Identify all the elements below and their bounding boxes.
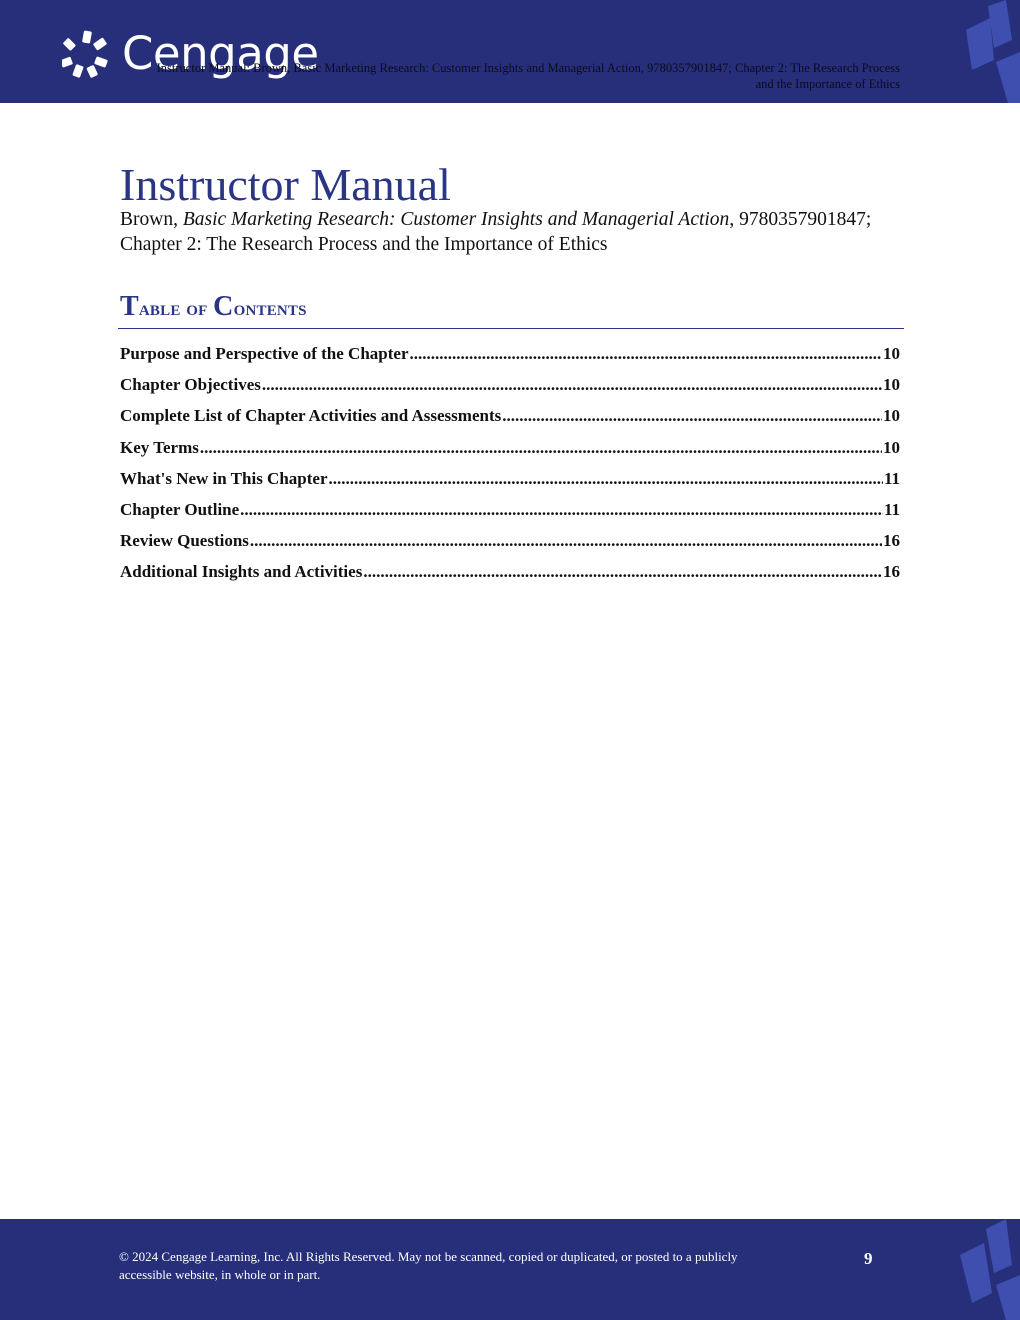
page-number: 9 <box>864 1249 873 1268</box>
toc-divider <box>118 328 904 329</box>
running-head: Instructor Manual: Brown, Basic Marketing Research: Customer Insights and Managerial Action, 9780357901847; Chapter 2: The Research Process and the Importance of Ethics <box>156 61 900 91</box>
chapter-title: Chapter 2: The Research Process and the Importance of Ethics <box>120 233 608 255</box>
decorative-shape-icon <box>960 0 1020 103</box>
author-name: Brown, <box>120 209 183 230</box>
toc-item-review-questions[interactable]: Review Questions ..... 16 <box>120 527 900 558</box>
toc-item-additional-insights[interactable]: Additional Insights and Activities ..... 16 <box>120 558 900 589</box>
document-title: Instructor Manual <box>120 159 451 210</box>
toc-list <box>120 340 900 590</box>
toc-item-whats-new[interactable]: What's New in This Chapter ..... 11 <box>120 465 900 496</box>
toc-item-key-terms[interactable]: Key Terms ..... 10 <box>120 434 900 465</box>
toc-heading: Table of Contents <box>120 291 307 322</box>
book-title: Basic Marketing Research: Customer Insights and Managerial Action <box>182 209 730 230</box>
copyright-notice: © 2024 Cengage Learning, Inc. All Rights Reserved. May not be scanned, copied or duplicated, or posted to a publicly accessible website, in whole or in part. <box>119 1249 738 1282</box>
toc-item-outline[interactable]: Chapter Outline ..... 11 <box>120 496 900 527</box>
header-band <box>0 0 1020 103</box>
logo-wordmark: Cengage <box>122 27 319 80</box>
toc-item-purpose[interactable]: Purpose and Perspective of the Chapter ..... 10 <box>120 340 900 371</box>
toc-item-activities[interactable]: Complete List of Chapter Activities and Assessments ..... 10 <box>120 402 900 433</box>
decorative-shape-icon <box>956 1219 1020 1320</box>
document-subtitle <box>120 208 910 257</box>
isbn: , 9780357901847; <box>729 209 872 230</box>
cengage-burst-icon <box>62 29 112 79</box>
toc-item-objectives[interactable]: Chapter Objectives ..... 10 <box>120 371 900 402</box>
